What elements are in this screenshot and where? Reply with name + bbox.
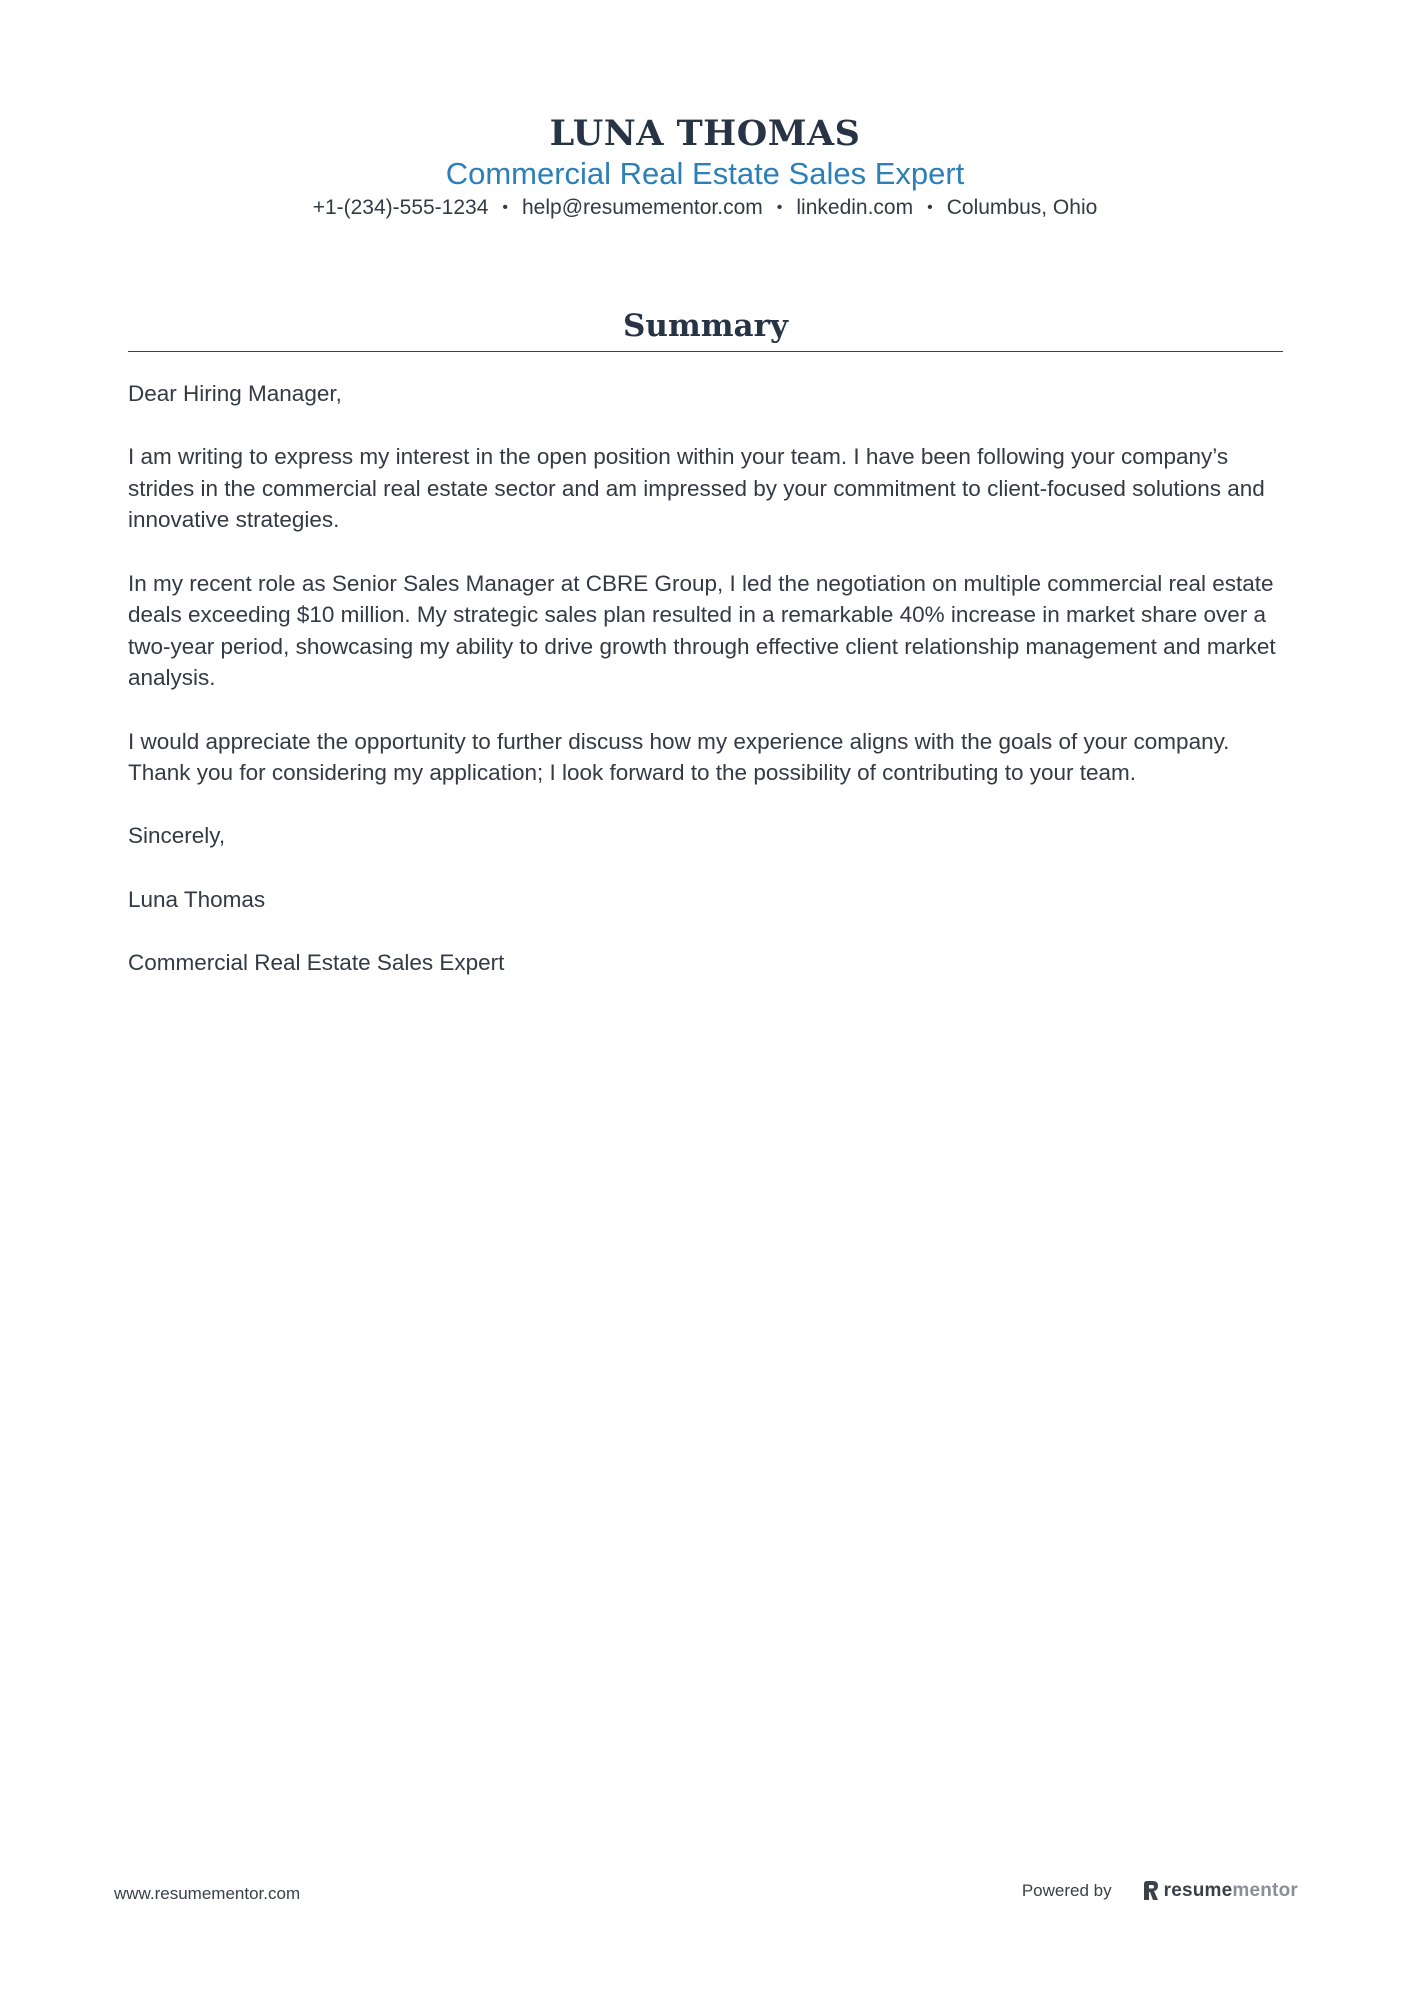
signature-name: Luna Thomas <box>128 886 266 912</box>
contact-line <box>0 194 1410 222</box>
candidate-title: Commercial Real Estate Sales Expert <box>445 156 965 191</box>
brand-logo-link[interactable] <box>1142 1880 1298 1902</box>
separator-bullet: • <box>502 199 508 216</box>
contact-linkedin[interactable]: linkedin.com <box>796 196 914 219</box>
section-title-summary: Summary <box>623 308 788 344</box>
section-divider <box>128 351 1283 352</box>
letter-greeting: Dear Hiring Manager, <box>128 381 342 406</box>
contact-phone: +1-(234)-555-1234 <box>312 196 489 219</box>
letter-paragraph: In my recent role as Senior Sales Manager at CBRE Group, I led the negotiation on multiple commercial real estate deals exceeding $10 million. My strategic sales plan resulted in a remarkable 40% increase in market share over a two-year period, showcasing my ability to drive growth through effective client relationship management and market analysis. <box>128 570 1276 691</box>
signature-title: Commercial Real Estate Sales Expert <box>128 949 505 975</box>
brand-name-part2: mentor <box>1232 1880 1298 1901</box>
powered-by-label: Powered by <box>1021 1881 1112 1900</box>
contact-email[interactable]: help@resumementor.com <box>522 196 763 219</box>
footer-branding <box>1022 1880 1298 1902</box>
letter-paragraph: I would appreciate the opportunity to further discuss how my experience aligns with the goals of your company. Thank you for considering my application; I look forward to the possibility of contributing to your team. <box>128 728 1230 786</box>
letter-header <box>0 112 1410 222</box>
letter-body <box>128 378 1283 1010</box>
separator-bullet: • <box>927 199 933 216</box>
letter-paragraph: I am writing to express my interest in the open position within your team. I have been following your company’s strides in the commercial real estate sector and am impressed by your commitment to client-focused solutions and innovative strategies. <box>128 444 1265 533</box>
brand-name-part1: resume <box>1163 1880 1233 1901</box>
resumementor-logo-icon <box>1142 1880 1160 1902</box>
candidate-name: LUNA THOMAS <box>549 113 861 154</box>
separator-bullet: • <box>776 199 783 216</box>
letter-closing: Sincerely, <box>128 823 226 849</box>
contact-location: Columbus, Ohio <box>946 196 1098 219</box>
footer-website[interactable]: www.resumementor.com <box>114 1884 301 1903</box>
